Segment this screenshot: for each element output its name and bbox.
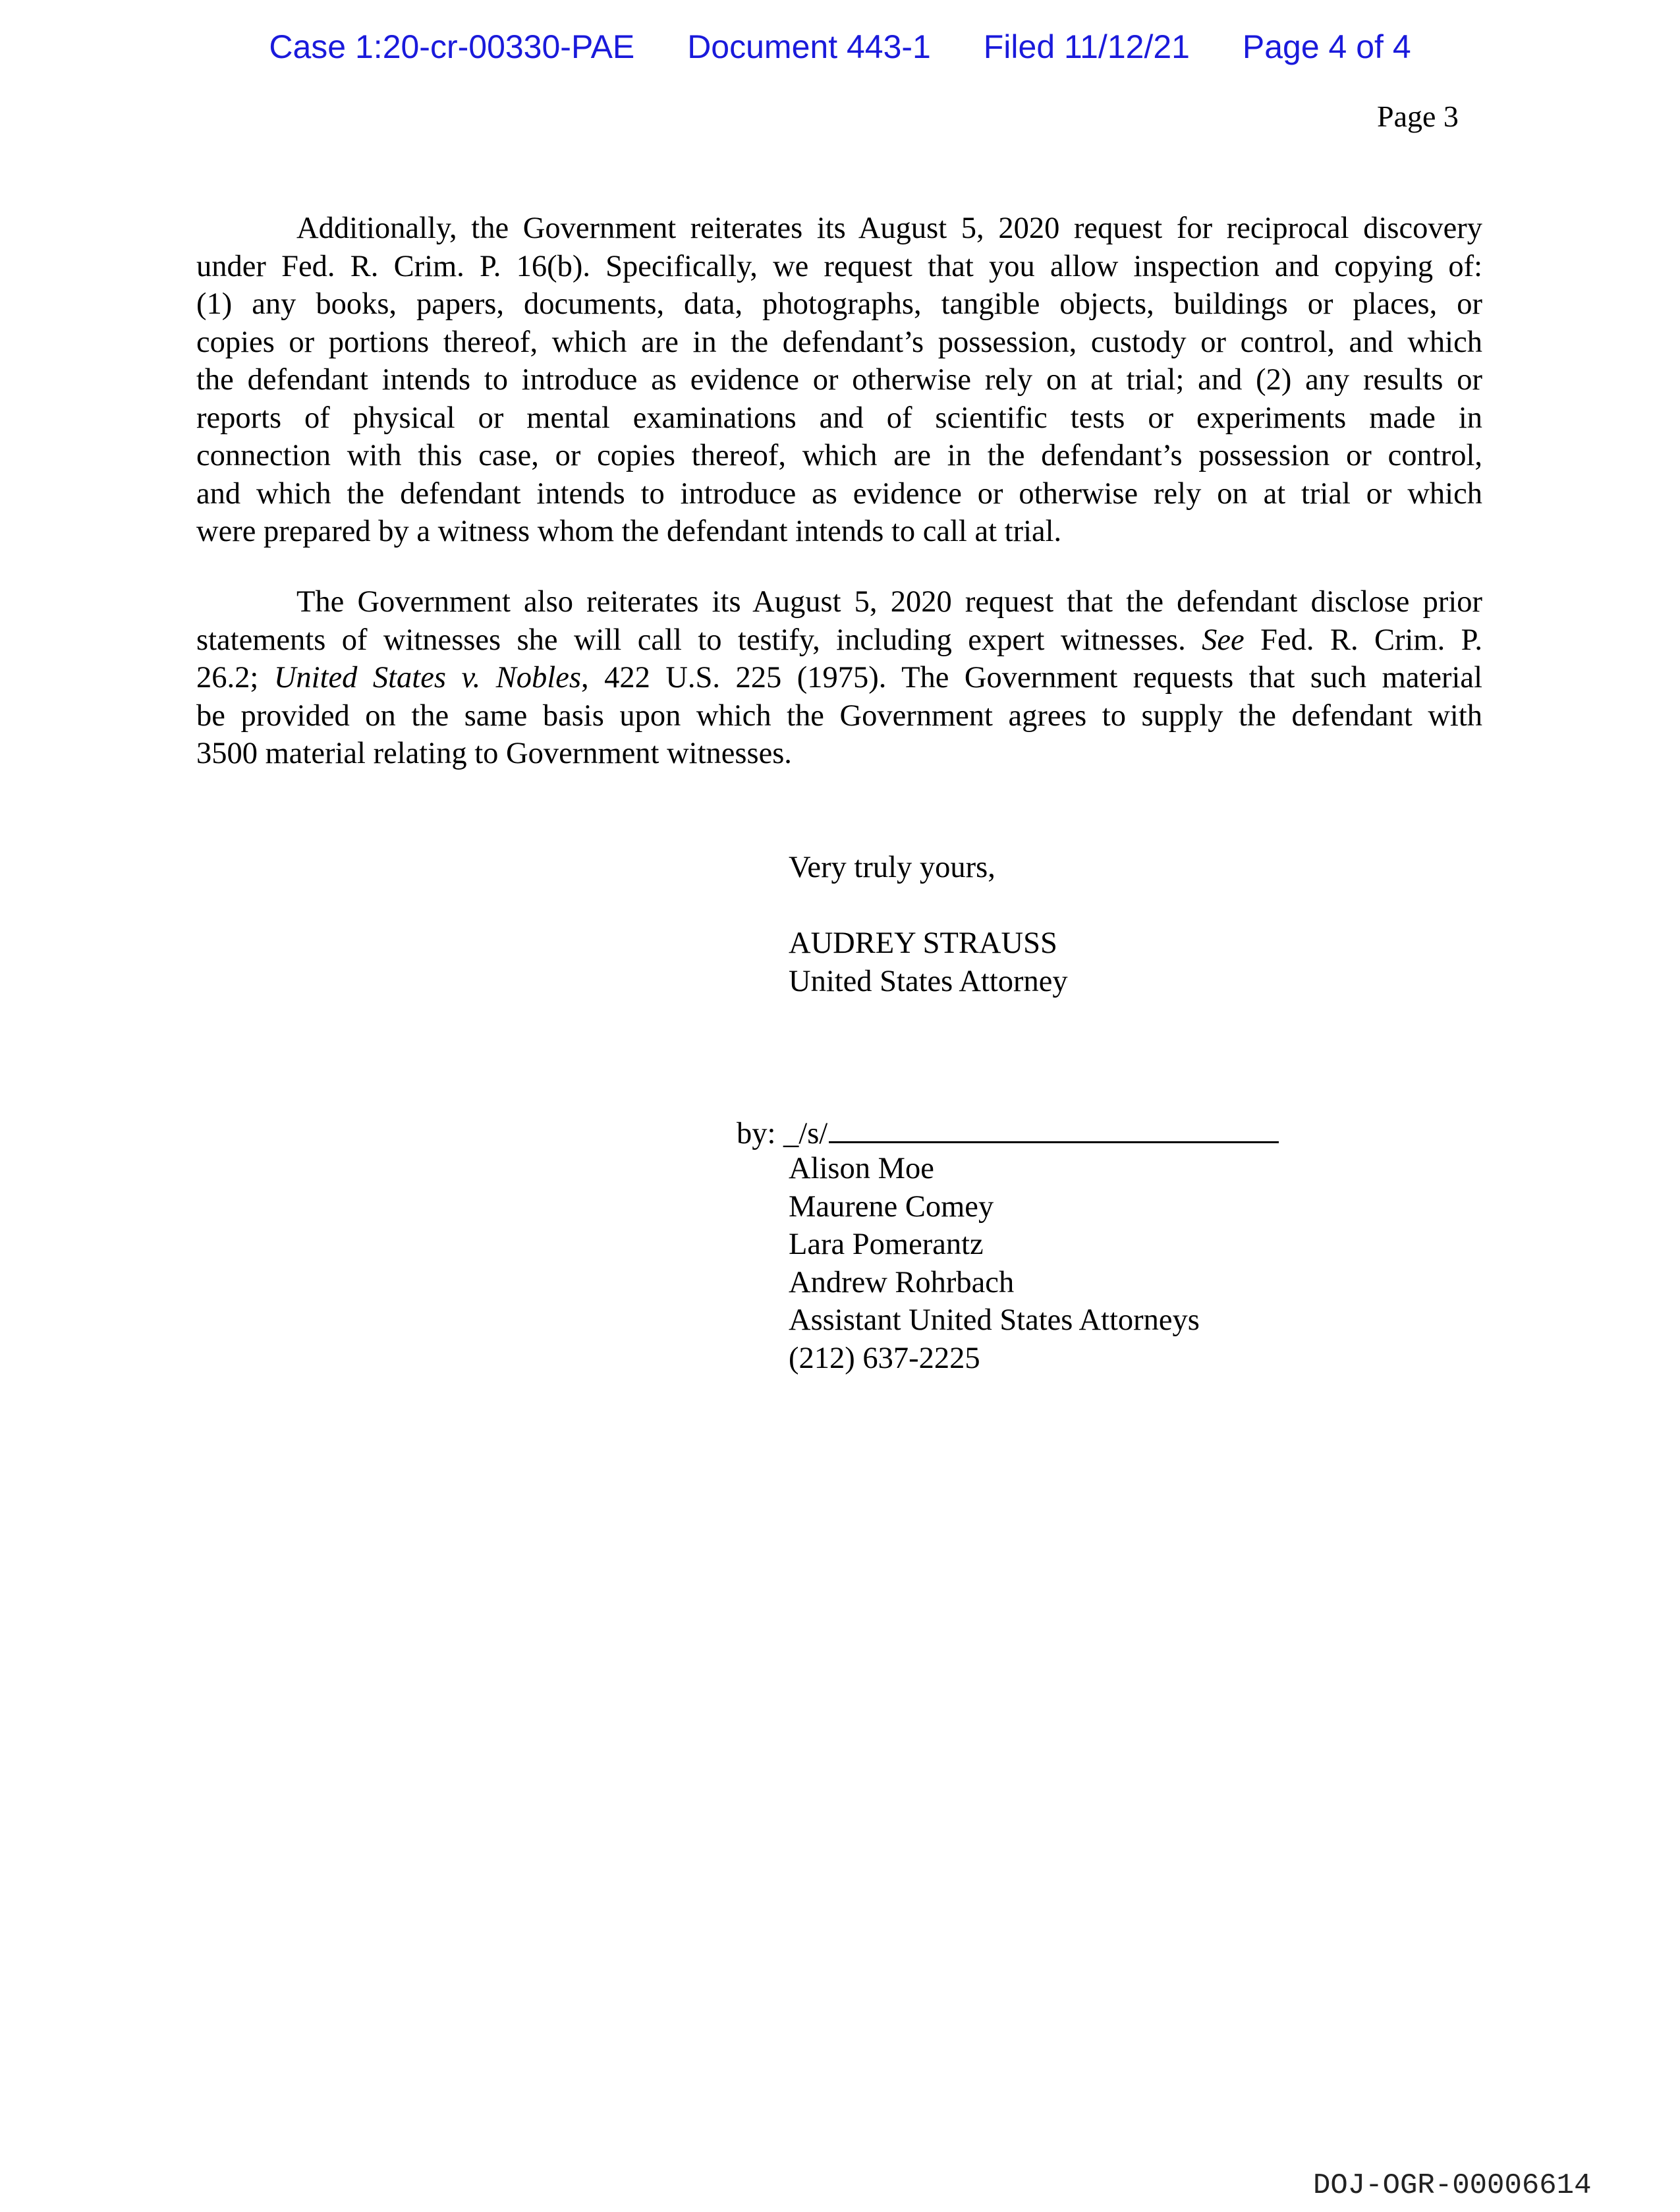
paragraph-line: statements of witnesses she will call to testify, including expert witnesses. See Fed. R. Crim. P.	[196, 623, 1483, 657]
paragraph-line: be provided on the same basis upon which the Government agrees to supply the defendant with	[196, 698, 1482, 733]
paragraph-line: 3500 material relating to Government witnesses.	[196, 737, 792, 770]
signer-name: Andrew Rohrbach	[789, 1265, 1015, 1299]
paragraph-line: Additionally, the Government reiterates its August 5, 2020 request for reciprocal discovery	[296, 212, 1482, 245]
paragraph-line: 26.2; United States v. Nobles, 422 U.S. 225 (1975). The Government requests that such material	[196, 661, 1482, 695]
signature-line	[737, 1112, 1279, 1153]
signer-name: Alison Moe	[789, 1152, 934, 1185]
us-attorney-name: AUDREY STRAUSS	[789, 926, 1057, 960]
contact-phone: (212) 637-2225	[789, 1341, 980, 1375]
us-attorney-title: United States Attorney	[789, 964, 1068, 998]
paragraph-line: copies or portions thereof, which are in the defendant’s possession, custody or control, and which	[196, 325, 1482, 359]
case-citation: United States v. Nobles	[273, 661, 581, 695]
filed-date: Filed 11/12/21	[983, 28, 1190, 65]
closing-salutation: Very truly yours,	[789, 851, 995, 884]
case-number: Case 1:20-cr-00330-PAE	[269, 28, 635, 65]
page-number-label: Page 3	[1377, 99, 1459, 133]
paragraph-line: The Government also reiterates its August 5, 2020 request that the defendant disclose prior	[296, 585, 1482, 619]
paragraph-line: the defendant intends to introduce as evidence or otherwise rely on at trial; and (2) any results or	[196, 363, 1482, 397]
paragraph-line: were prepared by a witness whom the defendant intends to call at trial.	[196, 515, 1062, 548]
document-number: Document 443-1	[687, 28, 931, 65]
bates-number: DOJ-OGR-00006614	[1313, 2169, 1592, 2202]
paragraph-line: and which the defendant intends to introduce as evidence or otherwise rely on at trial or which	[196, 476, 1482, 511]
signature-underline	[829, 1112, 1279, 1143]
electronic-signature-mark: _/s/	[783, 1117, 828, 1150]
signers-title: Assistant United States Attorneys	[789, 1303, 1200, 1337]
paragraph-line: reports of physical or mental examinations and of scientific tests or experiments made in	[196, 401, 1482, 435]
court-filing-header-stamp	[0, 28, 1680, 66]
signers-block	[789, 1150, 1200, 1377]
signer-name: Maurene Comey	[789, 1189, 994, 1224]
by-label: by:	[737, 1117, 776, 1150]
paragraph-line: under Fed. R. Crim. P. 16(b). Specifically, we request that you allow inspection and copying of:	[196, 249, 1482, 283]
paragraph-line: (1) any books, papers, documents, data, photographs, tangible objects, buildings or places, or	[196, 287, 1482, 321]
signer-name: Lara Pomerantz	[789, 1228, 984, 1261]
paragraph-line: connection with this case, or copies thereof, which are in the defendant’s possession or control,	[196, 439, 1482, 472]
paragraph-witness-statements	[196, 583, 1482, 773]
us-attorney-block	[789, 924, 1068, 1000]
citation-signal: See	[1202, 623, 1245, 657]
page-count: Page 4 of 4	[1242, 28, 1411, 65]
paragraph-reciprocal-discovery	[196, 210, 1482, 551]
